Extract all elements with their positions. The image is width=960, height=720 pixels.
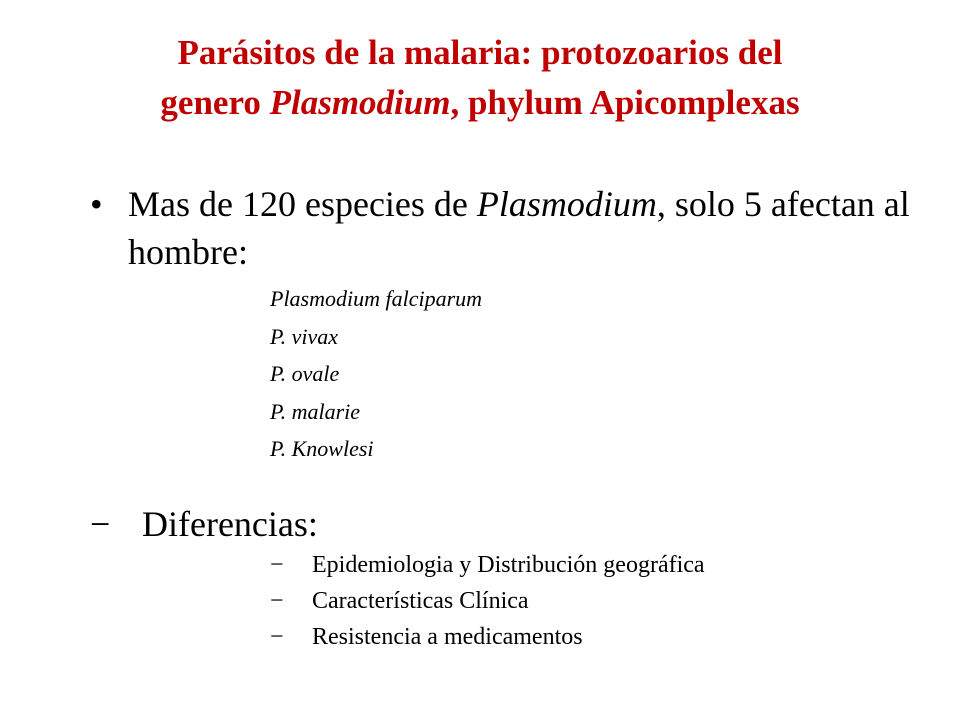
main-bullet-text [128, 180, 910, 276]
differences-heading [90, 500, 318, 548]
main-bullet-pre: Mas de 120 especies de [128, 184, 477, 224]
title-line-2-post: , phylum Apicomplexas [450, 83, 800, 122]
dash-icon: − [90, 504, 111, 544]
species-list [270, 280, 482, 468]
species-item: Plasmodium falciparum [270, 286, 483, 311]
dash-icon: − [270, 588, 284, 614]
differences-label: Diferencias: [142, 504, 318, 544]
title-line-2-pre: genero [160, 83, 270, 122]
bullet-dot-icon: • [90, 184, 103, 224]
list-item-text: Epidemiologia y Distribución geográfica [312, 552, 705, 578]
species-item: P. vivax [270, 323, 339, 349]
main-bullet-italic: Plasmodium [476, 184, 657, 224]
title-line-2 [60, 78, 900, 128]
species-item: P. Knowlesi [270, 436, 374, 461]
list-item [270, 547, 705, 583]
slide-title [60, 28, 900, 128]
title-line-2-italic: Plasmodium [269, 83, 451, 122]
differences-list [270, 547, 705, 655]
main-bullet-post: , solo 5 afectan al hombre: [128, 184, 910, 272]
list-item [270, 619, 705, 655]
species-item: P. ovale [270, 361, 340, 386]
list-item-text: Características Clínica [312, 588, 529, 614]
main-bullet [90, 180, 910, 276]
species-item: P. malarie [270, 398, 361, 424]
dash-icon: − [270, 552, 284, 578]
dash-icon: − [270, 624, 284, 650]
list-item-text: Resistencia a medicamentos [312, 624, 583, 650]
list-item [270, 583, 705, 619]
title-line-1: Parásitos de la malaria: protozoarios del [177, 33, 783, 72]
